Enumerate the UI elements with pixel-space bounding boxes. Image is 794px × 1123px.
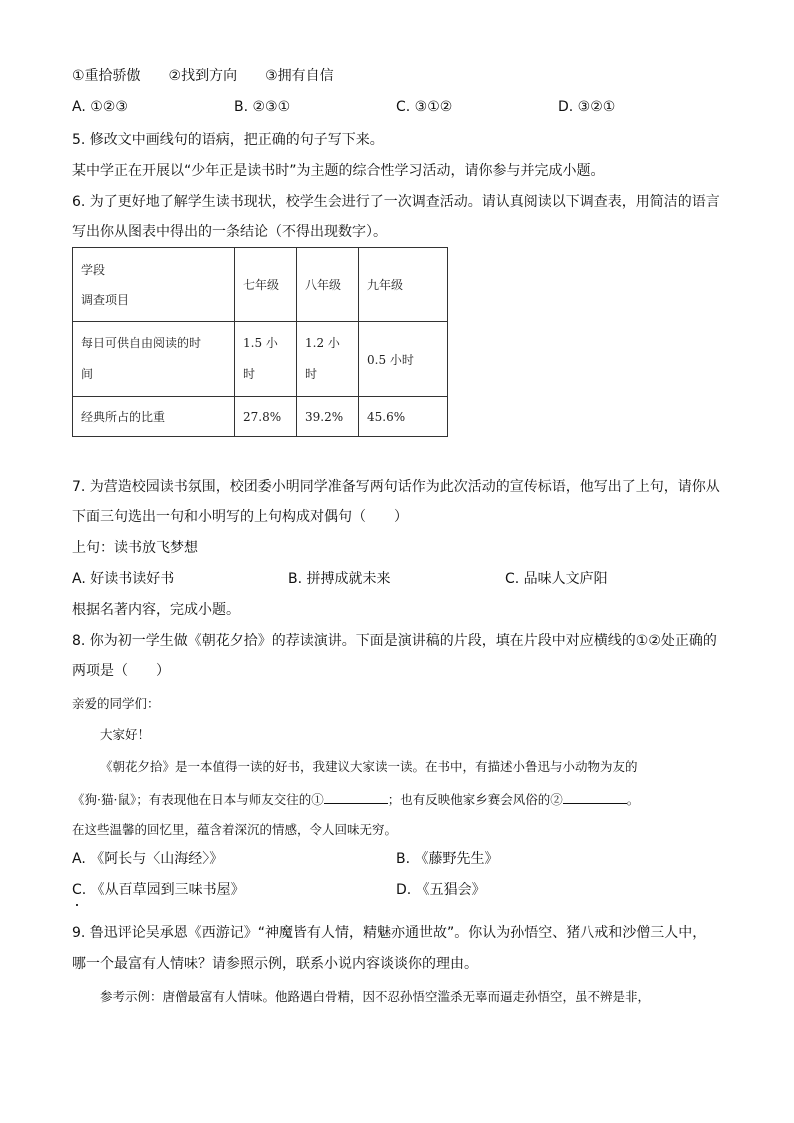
q8-question-line2: 两项是（ ）	[72, 663, 170, 679]
corner-item-label: 调查项目	[81, 292, 130, 307]
cell-line2: 时	[243, 367, 256, 381]
row-label-line1: 每日可供自由阅读的时	[81, 336, 202, 350]
table-corner-cell	[73, 248, 235, 322]
table-header-row	[73, 248, 448, 322]
blank-1-line	[324, 789, 388, 804]
q8-option-b: B. 《藤野先生》	[396, 851, 499, 867]
q4-option-d: D. ③②①	[558, 99, 616, 115]
q8-option-d: D. 《五猖会》	[396, 882, 486, 898]
corner-grade-label: 学段	[81, 262, 106, 277]
cell-line1: 1.2 小	[305, 336, 340, 350]
q8-option-c: C. 《从百草园到三味书屋》	[72, 882, 245, 898]
speech-hello: 大家好！	[100, 727, 151, 742]
speech-text: ；也有反映他家乡赛会风俗的②	[387, 792, 563, 807]
q4-items: ①重拾骄傲 ②找到方向 ③拥有自信	[72, 68, 334, 84]
q7-question-line2: 下面三句选出一句和小明写的上句构成对偶句（ ）	[72, 509, 408, 525]
section-intro-reading: 某中学正在开展以“少年正是读书时”为主题的综合性学习活动，请你参与并完成小题。	[72, 163, 605, 179]
header-grade7: 七年级	[235, 248, 297, 322]
blank-2-line	[563, 789, 627, 804]
q4-option-a: A. ①②③	[72, 99, 128, 115]
speech-paragraph-line2	[72, 789, 639, 810]
q7-question-line1: 7. 为营造校园读书氛围，校团委小明同学准备写两句话作为此次活动的宣传标语，他写出了上句，请你从	[72, 479, 720, 495]
table-row	[73, 397, 448, 437]
q7-option-b: B. 拼搏成就未来	[288, 571, 391, 587]
row-label-classics-ratio: 经典所占的比重	[73, 397, 235, 437]
cell-line1: 1.5 小	[243, 336, 278, 350]
q9-question-line2: 哪一个最富有人情味？请参照示例，联系小说内容谈谈你的理由。	[72, 956, 478, 972]
section-intro-classics: 根据名著内容，完成小题。	[72, 602, 240, 618]
q4-option-b: B. ②③①	[234, 99, 291, 115]
q9-example: 参考示例：唐僧最富有人情味。他路遇白骨精，因不忍孙悟空滥杀无辜而逼走孙悟空，虽不辨是非，	[100, 989, 651, 1004]
cell-grade8-time	[297, 322, 359, 397]
speech-paragraph-line1: 《朝花夕拾》是一本值得一读的好书，我建议大家读一读。在书中，有描述小鲁迅与小动物为友的	[100, 759, 638, 774]
q8-question-line1: 8. 你为初一学生做《朝花夕拾》的荐读演讲。下面是演讲稿的片段，填在片段中对应横线的①②处正确的	[72, 633, 717, 649]
q5-question: 5. 修改文中画线句的语病，把正确的句子写下来。	[72, 132, 384, 148]
q6-question-line2: 写出你从图表中得出的一条结论（不得出现数字）。	[72, 224, 387, 240]
stray-dot	[76, 904, 78, 906]
speech-text: 《狗·猫·鼠》；有表现他在日本与师友交往的①	[72, 792, 324, 807]
cell-grade7-time	[235, 322, 297, 397]
cell-line2: 时	[305, 367, 318, 381]
q7-option-c: C. 品味人文庐阳	[505, 571, 608, 587]
q7-option-a: A. 好读书读好书	[72, 571, 175, 587]
row-label-reading-time	[73, 322, 235, 397]
cell-grade9-time: 0.5 小时	[359, 322, 448, 397]
q8-option-a: A. 《阿长与〈山海经〉》	[72, 851, 224, 867]
cell-grade7-ratio: 27.8%	[235, 397, 297, 437]
row-label-line2: 间	[81, 367, 94, 381]
cell-grade8-ratio: 39.2%	[297, 397, 359, 437]
table-row	[73, 322, 448, 397]
q6-question-line1: 6. 为了更好地了解学生读书现状，校学生会进行了一次调查活动。请认真阅读以下调查表，用简洁的语言	[72, 194, 720, 210]
speech-paragraph-line3: 在这些温馨的回忆里，蕴含着深沉的情感，令人回味无穷。	[72, 822, 398, 837]
speech-greeting: 亲爱的同学们：	[72, 696, 160, 711]
header-grade9: 九年级	[359, 248, 448, 322]
q4-option-c: C. ③①②	[396, 99, 453, 115]
cell-grade9-ratio: 45.6%	[359, 397, 448, 437]
header-grade8: 八年级	[297, 248, 359, 322]
survey-table	[72, 247, 448, 437]
speech-text: 。	[626, 792, 640, 807]
q7-upper-sentence: 上句：读书放飞梦想	[72, 540, 198, 556]
q9-question-line1: 9. 鲁迅评论吴承恩《西游记》“神魔皆有人情，精魅亦通世故”。你认为孙悟空、猪八戒和沙僧三人中，	[72, 925, 707, 941]
